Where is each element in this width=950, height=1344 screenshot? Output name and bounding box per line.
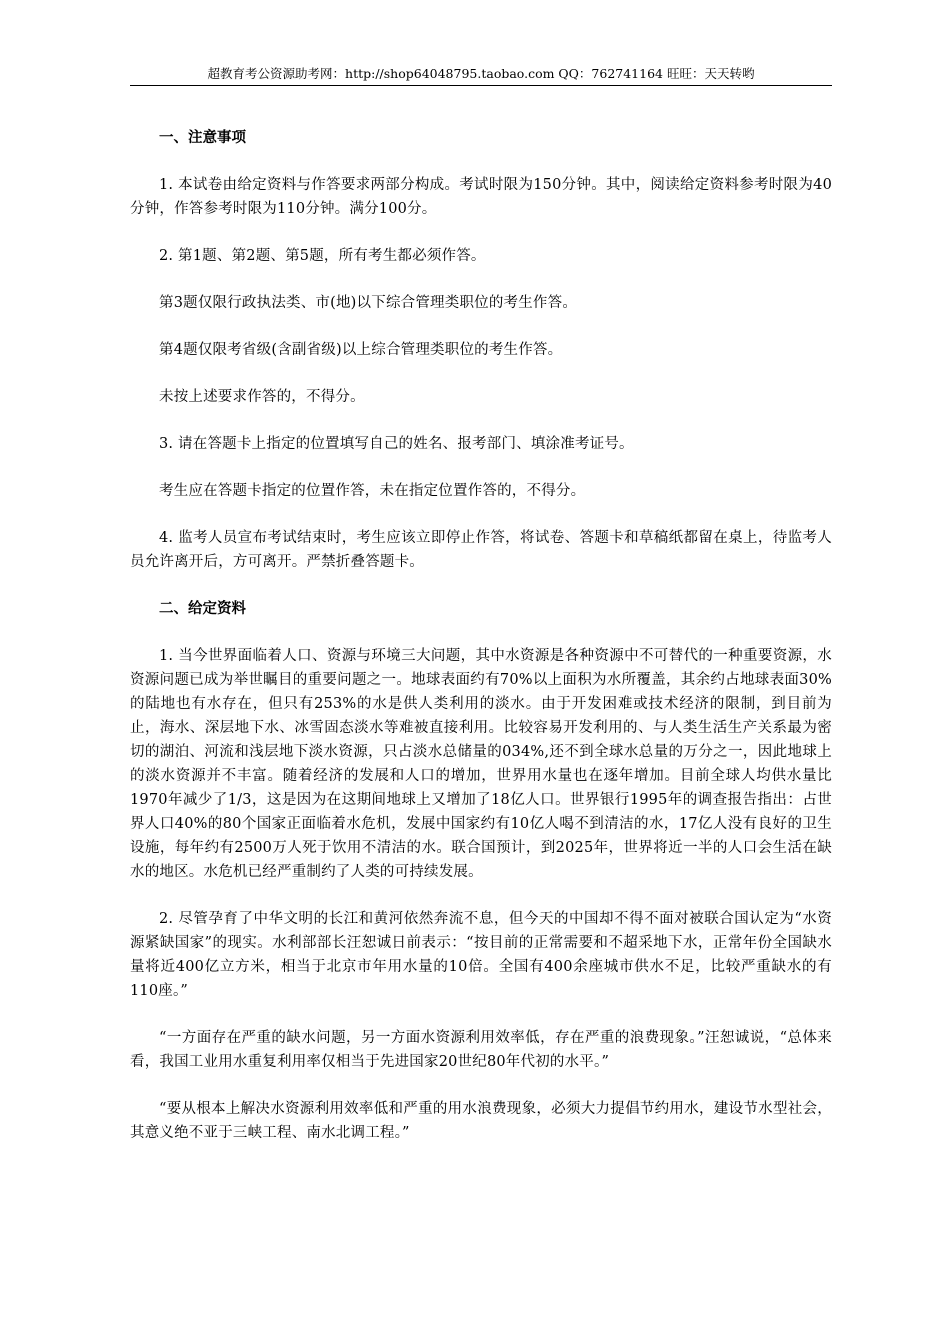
material-paragraph: “要从根本上解决水资源利用效率低和严重的用水浪费现象，必须大力提倡节约用水，建设节水型社会，其意义绝不亚于三峡工程、南水北调工程。” bbox=[130, 1101, 832, 1141]
notes-paragraph: 第3题仅限行政执法类、市(地)以下综合管理类职位的考生作答。 bbox=[159, 295, 578, 311]
section-heading-materials: 二、给定资料 bbox=[159, 601, 246, 617]
notes-paragraph: 3. 请在答题卡上指定的位置填写自己的姓名、报考部门、填涂准考证号。 bbox=[159, 436, 634, 452]
notes-paragraph: 4. 监考人员宣布考试结束时，考生应该立即停止作答，将试卷、答题卡和草稿纸都留在桌上，待监考人员允许离开后，方可离开。严禁折叠答题卡。 bbox=[130, 530, 832, 570]
notes-paragraph: 第4题仅限考省级(含副省级)以上综合管理类职位的考生作答。 bbox=[159, 342, 563, 358]
notes-paragraph: 2. 第1题、第2题、第5题，所有考生都必须作答。 bbox=[159, 248, 486, 264]
notes-paragraph: 未按上述要求作答的，不得分。 bbox=[159, 389, 365, 405]
header-text: 超教育考公资源助考网：http://shop64048795.taobao.com QQ：762741164 旺旺：天天转哟 bbox=[207, 66, 755, 81]
document-body bbox=[130, 126, 832, 1168]
material-paragraph: 1. 当今世界面临着人口、资源与环境三大问题，其中水资源是各种资源中不可替代的一种重要资源，水资源问题已成为举世瞩目的重要问题之一。地球表面约有70%以上面积为水所覆盖，其余约占地球表面30%的陆地也有水存在，但只有253%的水是供人类利用的淡水。由于开发困难或技术经济的限制，到目前为止，海水、深层地下水、冰雪固态淡水等难被直接利用。比较容易开发利用的、与人类生活生产关系最为密切的湖泊、河流和浅层地下淡水资源，只占淡水总储量的034%,还不到全球水总量的万分之一，因此地球上的淡水资源并不丰富。随着经济的发展和人口的增加，世界用水量也在逐年增加。目前全球人均供水量比1970年减少了1/3，这是因为在这期间地球上又增加了18亿人口。世界银行1995年的调查报告指出：占世界人口40%的80个国家正面临着水危机，发展中国家约有10亿人喝不到清洁的水，17亿人没有良好的卫生设施，每年约有2500万人死于饮用不清洁的水。联合国预计，到2025年，世界将近一半的人口会生活在缺水的地区。水危机已经严重制约了人类的可持续发展。 bbox=[130, 648, 832, 880]
section-heading-notes: 一、注意事项 bbox=[159, 130, 246, 146]
material-paragraph: 2. 尽管孕育了中华文明的长江和黄河依然奔流不息，但今天的中国却不得不面对被联合国认定为“水资源紧缺国家”的现实。水利部部长汪恕诚日前表示：“按目前的正常需要和不超采地下水，正常年份全国缺水量将近400亿立方米，相当于北京市年用水量的10倍。全国有400余座城市供水不足，比较严重缺水的有110座。” bbox=[130, 911, 832, 999]
page-header bbox=[130, 66, 832, 86]
material-paragraph: “一方面存在严重的缺水问题，另一方面水资源利用效率低，存在严重的浪费现象。”汪恕诚说，“总体来看，我国工业用水重复利用率仅相当于先进国家20世纪80年代初的水平。” bbox=[130, 1030, 832, 1070]
notes-paragraph: 1. 本试卷由给定资料与作答要求两部分构成。考试时限为150分钟。其中，阅读给定资料参考时限为40分钟，作答参考时限为110分钟。满分100分。 bbox=[130, 177, 832, 217]
notes-paragraph: 考生应在答题卡指定的位置作答，未在指定位置作答的，不得分。 bbox=[159, 483, 586, 499]
